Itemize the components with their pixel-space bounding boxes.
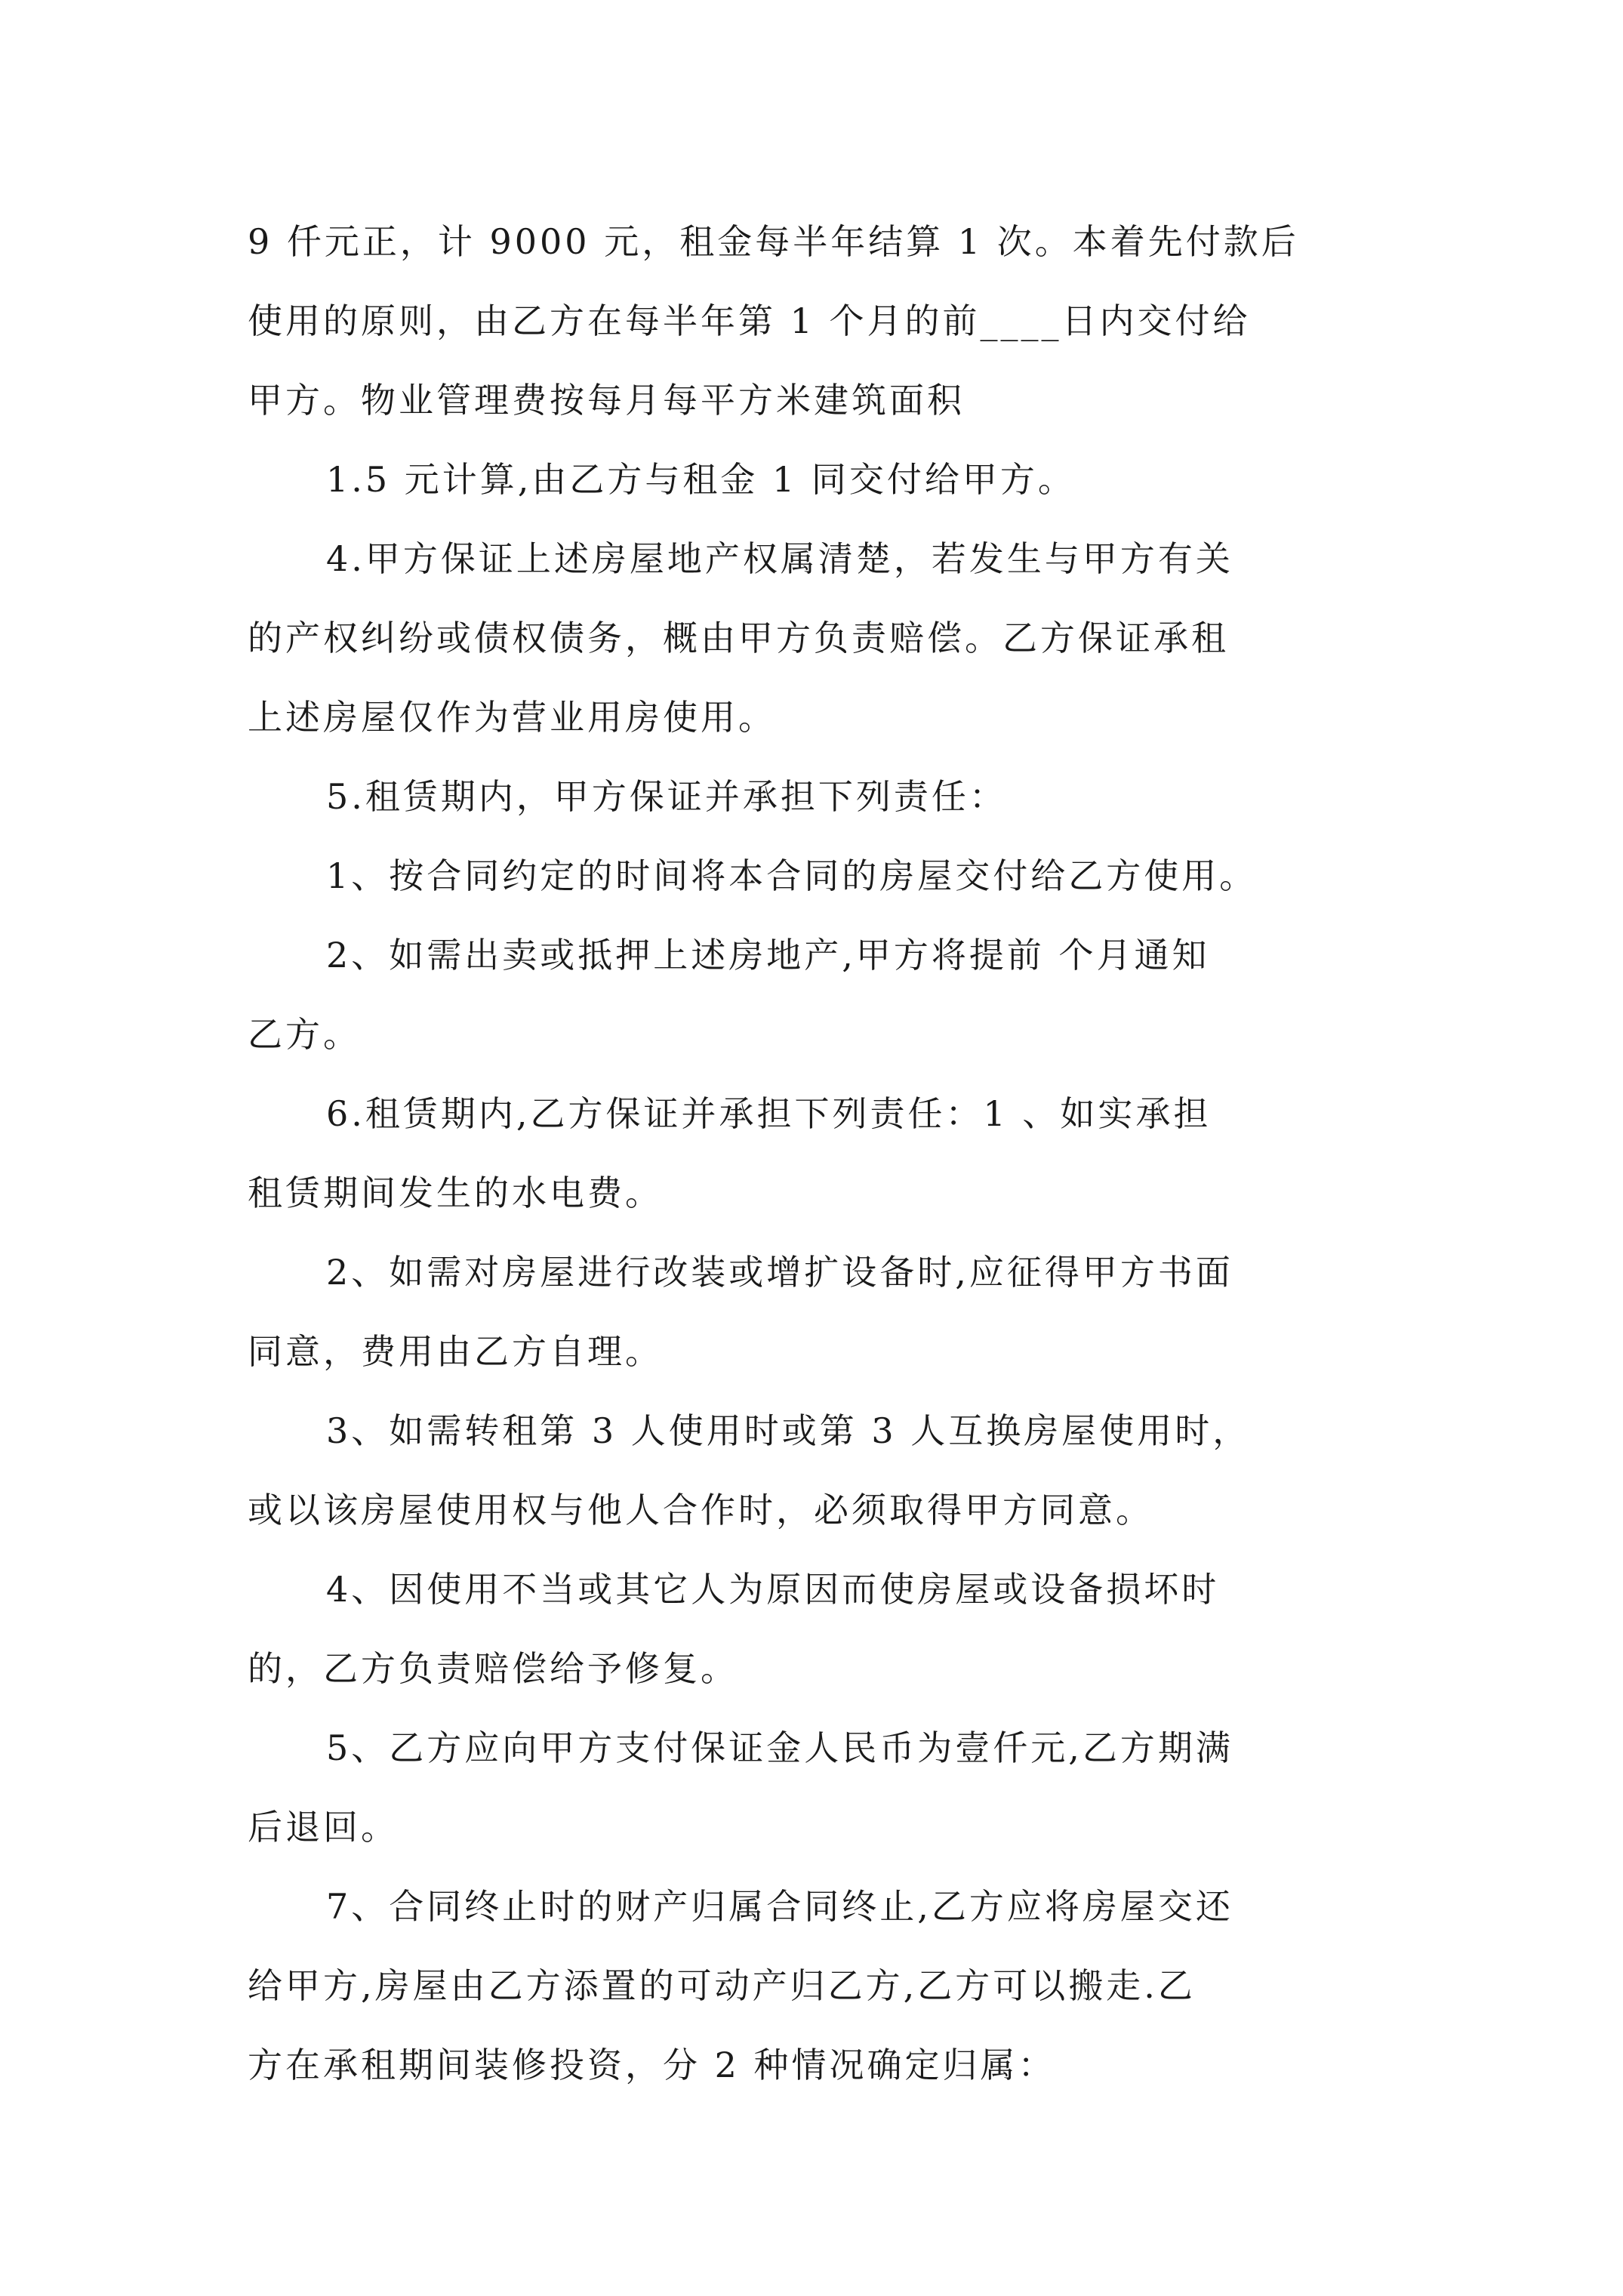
text-line: 9 仟元正，计 9000 元，租金每半年结算 1 次。本着先付款后 — [248, 221, 1299, 262]
text-line: 4.甲方保证上述房屋地产权属清楚，若发生与甲方有关 — [326, 538, 1233, 579]
text-line: 使用的原则，由乙方在每半年第 1 个月的前____日内交付给 — [248, 300, 1251, 341]
text-line: 5.租赁期内，甲方保证并承担下列责任： — [326, 776, 1007, 817]
text-line: 1、按合同约定的时间将本合同的房屋交付给乙方使用。 — [326, 855, 1258, 896]
text-line: 后退回。 — [248, 1807, 399, 1848]
text-line: 同意，费用由乙方自理。 — [248, 1331, 663, 1372]
text-line: 租赁期间发生的水电费。 — [248, 1173, 663, 1213]
text-line: 2、如需出卖或抵押上述房地产,甲方将提前 个月通知 — [326, 935, 1210, 975]
text-line: 乙方。 — [248, 1014, 361, 1055]
text-line: 3、如需转租第 3 人使用时或第 3 人互换房屋使用时， — [326, 1410, 1251, 1451]
text-line: 上述房屋仅作为营业用房使用。 — [248, 697, 776, 738]
text-line: 4、因使用不当或其它人为原因而使房屋或设备损坏时 — [326, 1569, 1220, 1610]
text-line: 的产权纠纷或债权债务，概由甲方负责赔偿。乙方保证承租 — [248, 618, 1229, 658]
text-line: 2、如需对房屋进行改装或增扩设备时,应征得甲方书面 — [326, 1252, 1233, 1293]
text-line: 1.5 元计算,由乙方与租金 1 同交付给甲方。 — [326, 459, 1076, 500]
text-line: 6.租赁期内,乙方保证并承担下列责任：1 、如实承担 — [326, 1093, 1212, 1134]
text-line: 或以该房屋使用权与他人合作时，必须取得甲方同意。 — [248, 1490, 1153, 1530]
text-line: 5、乙方应向甲方支付保证金人民币为壹仟元,乙方期满 — [326, 1727, 1233, 1768]
text-line: 7、合同终止时的财产归属合同终止,乙方应将房屋交还 — [326, 1886, 1233, 1927]
text-line: 的，乙方负责赔偿给予修复。 — [248, 1648, 738, 1689]
text-line: 给甲方,房屋由乙方添置的可动产归乙方,乙方可以搬走.乙 — [248, 1965, 1196, 2006]
text-line: 方在承租期间装修投资，分 2 种情况确定归属： — [248, 2045, 1056, 2085]
text-line: 甲方。物业管理费按每月每平方米建筑面积 — [248, 380, 965, 421]
